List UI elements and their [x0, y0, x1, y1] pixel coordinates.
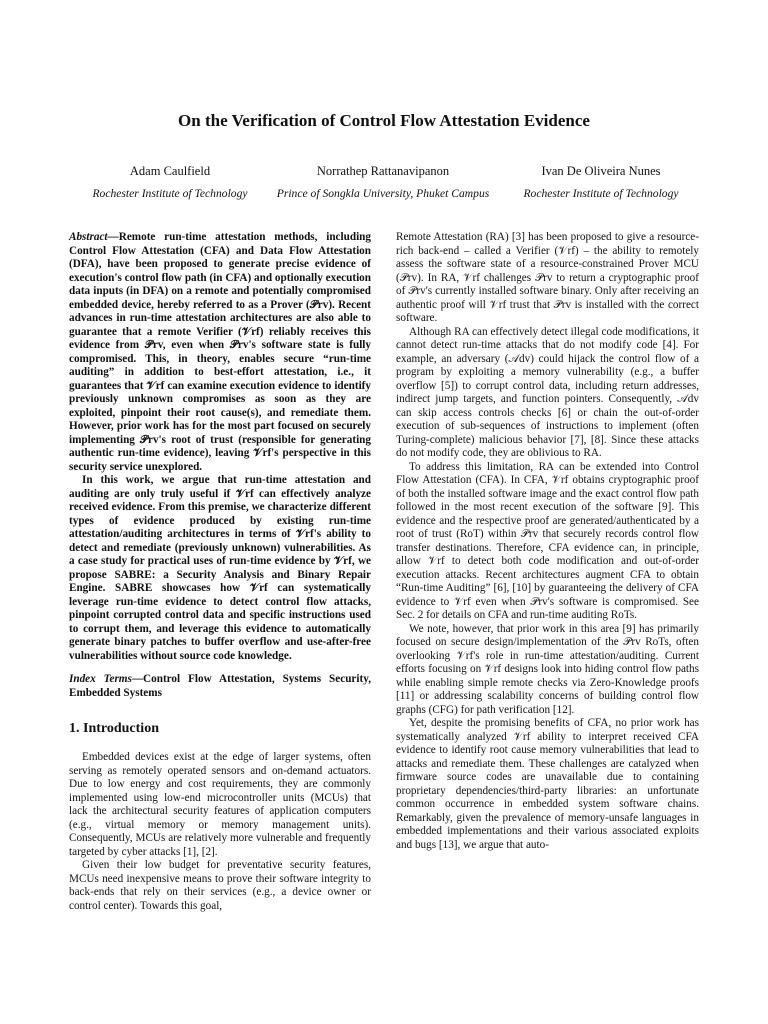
abstract — [69, 231, 371, 663]
body-paragraph: Embedded devices exist at the edge of larger systems, often serving as remotely operated sensors and on-demand actuators. Due to low energy and cost requirements, they are commonly implemented using low-end microcontroller units (MCUs) that lack the architectural security features of application computers (e.g., virtual memory or memory management units). Consequently, MCUs are relatively more vulnerable and frequently targeted by cyber attacks [1], [2]. — [69, 751, 371, 858]
author-affiliation: Rochester Institute of Technology — [523, 187, 679, 200]
body-paragraph: Yet, despite the promising benefits of CFA, no prior work has systematically analyzed 𝒱rf ability to interpret received CFA evidence to identify root cause memory vulnerabilities that lead to attacks and remediate them. These challenges are catalyzed when firmware source codes are unavailable due to containing proprietary dependencies/third-party libraries: an unfortunate common occurrence in embedded system software chains. Remarkably, given the prevalence of memory-unsafe languages in embedded implementations and their various associated exploits and bugs [13], we argue that auto- — [396, 717, 699, 851]
paper-title: On the Verification of Control Flow Attestation Evidence — [178, 111, 590, 130]
body-paragraph: We note, however, that prior work in this area [9] has primarily focused on secure design/implementation of the 𝒫rv RoTs, often overlooking 𝒱rf's role in run-time attestation/auditing. Current efforts focusing on 𝒱rf designs look into hiding control flow paths while enabling simple remote checks via Zero-Knowledge proofs [11] or addressing scalability concerns of building control flow graphs (CFG) for path verification [12]. — [396, 622, 699, 716]
abstract-paragraph: In this work, we argue that run-time attestation and auditing are only truly useful if 𝒱rf can effectively analyze received evidence. From this premise, we characterize different types of evidence produced by existing run-time attestation/auditing architectures in terms of 𝒱rf's ability to detect and remediate (previously unknown) vulnerabilities. As a case study for practical uses of run-time evidence by 𝒱rf, we propose SABRE: a Security Analysis and Binary Repair Engine. SABRE showcases how 𝒱rf can systematically leverage run-time evidence to detect control flow attacks, pinpoint corrupted control data and specific instructions used to corrupt them, and leverage this evidence to automatically generate binary patches to buffer overflow and use-after-free vulnerabilities without source code knowledge. — [69, 474, 371, 662]
abstract-paragraph: Abstract—Remote run-time attestation methods, including Control Flow Attestation (CFA) and Data Flow Attestation (DFA), have been proposed to generate precise evidence of execution's control flow path (in CFA) and optionally execution data inputs (in DFA) on a remote and potentially compromised embedded device, hereby referred to as a Prover (𝒫rv). Recent advances in run-time attestation architectures are also able to guarantee that a remote Verifier (𝒱rf) reliably receives this evidence from 𝒫rv, even when 𝒫rv's software state is fully compromised. This, in theory, enables secure “run-time auditing” in addition to best-effort attestation, i.e., it guarantees that 𝒱rf can examine execution evidence to identify previously unknown compromises as soon as they are exploited, pinpoint their root cause(s), and remediate them. However, prior work has for the most part focused on securely implementing 𝒫rv's root of trust (responsible for generating authentic run-time evidence), leaving 𝒱rf's perspective in this security service unexplored. — [69, 231, 371, 473]
left-column — [69, 231, 371, 913]
author-block — [258, 164, 508, 201]
body-paragraph: Although RA can effectively detect illegal code modifications, it cannot detect run-time attacks that do not modify code [4]. For example, an adversary (𝒜dv) could hijack the control flow of a program by exploiting a memory vulnerability (e.g., a buffer overflow [5]) to corrupt control data, including return addresses, indirect jump targets, and function pointers. Consequently, 𝒜dv can skip access controls checks [6] or chain the out-of-order execution of sub-sequences of instructions to implement (often Turing-complete) malicious behavior [7], [8]. Since these attacks do not modify code, they are oblivious to RA. — [396, 325, 699, 459]
author-name: Adam Caulfield — [129, 164, 211, 178]
author-block — [78, 164, 262, 201]
abstract-text: Remote run-time attestation methods, including Control Flow Attestation (CFA) and Data Flow Attestation (DFA), have been proposed to generate precise evidence of execution's control flow path (in CFA) and optionally execution data inputs (in DFA) on a remote and potentially compromised embedded device, hereby referred to as a Prover (𝒫rv). Recent advances in run-time attestation architectures are also able to guarantee that a remote Verifier (𝒱rf) reliably receives this evidence from 𝒫rv, even when 𝒫rv's software state is fully compromised. This, in theory, enables secure “run-time auditing” in addition to best-effort attestation, i.e., it guarantees that 𝒱rf can examine execution evidence to identify previously unknown compromises as soon as they are exploited, pinpoint their root cause(s), and remediate them. However, prior work has for the most part focused on securely implementing 𝒫rv's root of trust (responsible for generating authentic run-time evidence), leaving 𝒱rf's perspective in this security service unexplored. — [69, 231, 371, 473]
index-terms: Index Terms—Control Flow Attestation, Systems Security, Embedded Systems — [69, 673, 371, 699]
index-terms-text: Control Flow Attestation, Systems Security, Embedded Systems — [69, 673, 371, 699]
right-column — [396, 231, 699, 852]
body-paragraph: Remote Attestation (RA) [3] has been proposed to give a resource-rich back-end – called a Verifier (𝒱rf) – the ability to remotely assess the software state of a resource-constrained Prover MCU (𝒫rv). In RA, 𝒱rf challenges 𝒫rv to return a cryptographic proof of 𝒫rv's currently installed software binary. Only after receiving an authentic proof will 𝒱rf trust that 𝒫rv is installed with the correct software. — [396, 231, 699, 324]
author-name: Norrathep Rattanavipanon — [316, 164, 450, 178]
author-name: Ivan De Oliveira Nunes — [541, 164, 661, 178]
index-terms-label: Index Terms — [69, 673, 132, 685]
author-affiliation: Rochester Institute of Technology — [92, 187, 248, 200]
section-heading: 1. Introduction — [69, 721, 159, 736]
body-paragraph: To address this limitation, RA can be extended into Control Flow Attestation (CFA). In CFA, 𝒱rf obtains cryptographic proof of both the installed software image and the exact control flow path followed in the most recent execution of the software [9]. This evidence and the respective proof are generated/authenticated by a root of trust (RoT) within 𝒫rv that securely records control flow transfer destinations. Therefore, CFA evidence can, in principle, allow 𝒱rf to detect both code modification and out-of-order execution attacks. Recent architectures augment CFA to obtain “Run-time Auditing” [6], [10] by guaranteeing the delivery of CFA evidence to 𝒱rf even when 𝒫rv's software is compromised. See Sec. 2 for details on CFA and run-time auditing RoTs. — [396, 460, 699, 621]
body-paragraph: Given their low budget for preventative security features, MCUs need inexpensive means to prove their software integrity to back-ends that rely on their services (e.g., a device owner or control center). Towards this goal, — [69, 859, 371, 912]
author-affiliation: Prince of Songkla University, Phuket Campus — [276, 187, 490, 200]
author-block — [510, 164, 692, 201]
abstract-label: Abstract — [69, 231, 108, 243]
